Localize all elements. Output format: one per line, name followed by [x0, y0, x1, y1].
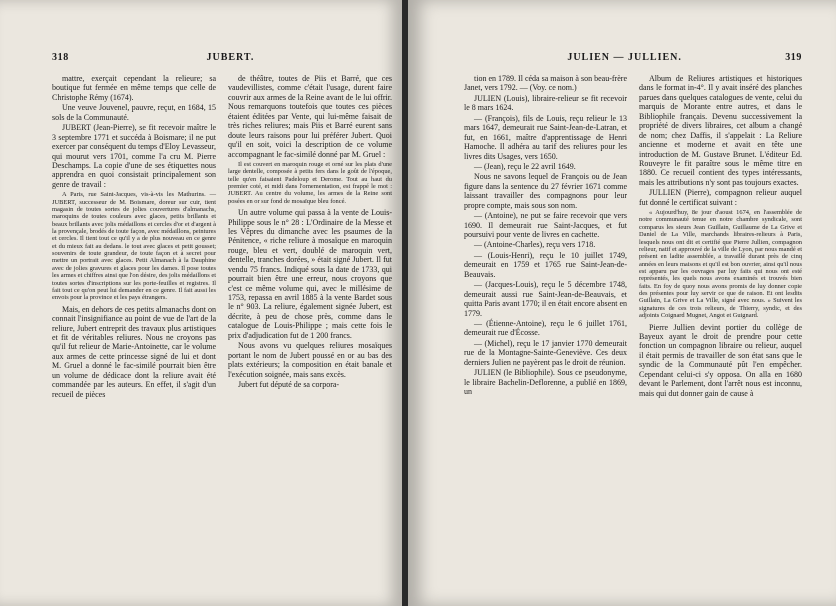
left-running-head	[52, 52, 392, 70]
paragraph: — (Louis-Henri), reçu le 10 juillet 1749, demeurait en 1759 et 1765 rue Saint-Jean-de-Beauvais.	[464, 250, 627, 279]
quoted-paragraph: « Aujourd'huy, 8e jour d'aoust 1674, en l'assemblée de notre communauté tenue en notre chambre syndicale, sont comparus les sieurs Jean Guillain, Guillaume de La Grive et Daniel de La Ville, marchands libraires-relieurs à Paris, lesquels nous ont dit et certifié que Pierre Jullien, compagnon relieur, natif et approuvé de la ville de Lyon, par nous mandé et présent en ladite assemblée, a travaillé durant près de cinq années en leurs maisons et qu'il est bon ouvrier, ainsi qu'il nous est apparu par les ouvrages par luy faits qui nous ont esté représentés, les quels nous avons examinés et trouvés bien faits. En foy de quoy nous avons promis de luy donner copie des présentes pour luy servir ce que de raison. Et ont lesdits Guillain, La Grive et La Ville, signé avec nous. » Suivent les signatures de ces trois relieurs, de Thierry, syndic, et des adjoints Coignard Mugnet, Angot et Guignard.	[639, 209, 802, 320]
quoted-paragraph: A Paris, rue Saint-Jacques, vis-à-vis les Mathurins. — JUBERT, successeur de M. Boismare, doreur sur cuir, tient magasin de toutes sortes de jolies couvertures d'almanachs, maroquins de toutes couleurs avec glaces, petits brillants et beaux brillants avec jolis médaillons et cercles d'or et d'argent à la provençale, brodés de toute façon, avec médaillons, peintures et cercles. Il tient tout ce qu'il y a de plus nouveau en ce genre et du mieux fait au dedans. le tout avec glaces et petit gousset; souvenirs de toute grandeur, de toute façon et à secret pour mettre un portrait avec glaces. Petit Almanach à la Dauphine avec de jolies gravures et glaces pour les dames. Il pose toutes les armes et chiffres ainsi que l'on désire, des jolis médaillons et toutes sortes d'inscriptions sur les porte-feuilles et registres. Il fait tout ce qu'on peut lui demander en ce genre. Il fait aussi les envois pour la province et les pays étrangers.	[52, 191, 216, 302]
paragraph: JULLIEN (Pierre), compagnon relieur auquel fut donné le certificat suivant :	[639, 188, 802, 207]
paragraph: Jubert fut député de sa corpora-	[238, 379, 340, 389]
paragraph: JUBERT (Jean-Pierre), se fit recevoir maître le 3 septembre 1771 et succéda à Boismare; il ne put exercer par conséquent du temps d'Eloy Levasseur, qui mourut vers 1701, comme l'a cru M. Pierre Deschamps. La copie d'une de ses étiquettes nous apprendra en quoi consistait principalement son genre de travail :	[52, 123, 216, 189]
right-page-number: 319	[785, 52, 802, 63]
paragraph: JULIEN (le Bibliophile). Sous ce pseudonyme, le libraire Bachelin-Deflorenne, a publié en 1869, un	[464, 368, 627, 396]
paragraph: Pierre Jullien devint portier du collège de Bayeux ayant le droit de prendre pour cette fonction un compagnon libraire ou relieur, auquel il était permis de travailler de son état sans que le syndic de la Communauté pût l'en empêcher. Cependant celui-ci s'y opposa. On alla en 1680 devant le Parlement, dont l'arrêt nous est inconnu, mais qui dut donner gain de cause à	[639, 322, 802, 398]
paragraph: Mais, en dehors de ces petits almanachs dont on connait l'insignifiance au point de vue de l'art de la reliure, Jubert entreprit des travaux plus artistiques et fit de véritables reliures. Nous ne croyons pas qu'il fut relieur de Marie-Antoinette, car le volume aux armes de cette princesse signé de lui et dont M. Gruel a donné le fac-similé pourrait bien être un volume de dédicace dont la reliure avait été commandée par les auteurs. En effet, il s'agit d'un recueil de pièces	[52, 304, 216, 399]
paragraph: Nous avons vu quelques reliures mosaïques portant le nom de Jubert poussé en or au bas des plats extérieurs; la composition en était banale et l'exécution soignée, mais sans excès.	[228, 341, 392, 379]
paragraph: Une veuve Jouvenel, pauvre, reçut, en 1684, 15 sols de la Communauté.	[52, 103, 216, 122]
paragraph: mattre, exerçait cependant la relieure; sa boutique fut fermée en même temps que celle de Christophe Rémy (1674).	[52, 74, 216, 102]
paragraph: — (Jacques-Louis), reçu le 5 décembre 1748, demeurait aussi rue Saint-Jean-de-Beauvais, et quitta Paris avant 1770; il en était encore absent en 1779.	[464, 280, 627, 318]
paragraph: — (Michel), reçu le 17 janvier 1770 demeurait rue de la Montagne-Sainte-Geneviève. Ces deux derniers Julien ne payèrent pas le droit de réunion.	[464, 338, 627, 367]
paragraph: — (François), fils de Louis, reçu relieur le 13 mars 1647, demeurait rue Saint-Jean-de-Latran, et fut, en 1661, maître d'apprentissage de Henri Hamoche. Il adhéra au tarif des reliures pour les livres dits Usages, vers 1650.	[464, 113, 627, 161]
right-running-head	[464, 52, 802, 70]
right-column-1	[464, 74, 627, 399]
right-page	[408, 0, 836, 606]
paragraph: tion en 1789. Il céda sa maison à son beau-frère Janet, vers 1792. — (Voy. ce nom.)	[464, 74, 627, 93]
quoted-paragraph: Il est couvert en maroquin rouge et orné sur les plats d'une large dentelle, composée à petits fers dans le goût de l'époque, telle qu'en faisaient Padeloup et Derome. Tout au haut du premier coté, et midi dans l'ornementation, est frappé le mot : JUBERT. Au centre du volume, les armes de la Reine sont posées en or sur fond de mosaïque bleu foncé.	[228, 160, 392, 205]
right-column-2	[639, 74, 802, 399]
paragraph: — (Jean), reçu le 22 avril 1649.	[474, 161, 576, 171]
left-column-1	[52, 74, 216, 400]
paragraph: Un autre volume qui passa à la vente de Louis-Philippe sous le n° 28 : L'Ordinaire de la Messe et les Vêpres du dimanche avec les psaumes de la Pénitence, « riche reliure à mosaïque en maroquin rouge, bleu et vert, doublé de maroquin vert, dentelle, tranches dorées, » était signé Jubert. Il fut vendu 75 francs. Indiqué sous la date de 1733, qui pourrait bien être une erreur, nous croyons que c'est ce même volume qui, avec le millésime de 1753, repassa en avril 1885 à la vente Bardet sous le n° 903. La reliure, également signée Jubert, est décrite, à peu de chose près, comme dans le catalogue de Louis-Philippe ; mais cette fois le prix d'adjudication fut de 1 200 francs.	[228, 208, 392, 340]
left-page-number: 318	[52, 52, 69, 63]
right-running-title: JULIEN — JULLIEN.	[567, 52, 682, 63]
paragraph: JULIEN (Louis), libraire-relieur se fit recevoir le 8 mars 1624.	[464, 93, 627, 113]
paragraph: — (Étienne-Antoine), reçu le 6 juillet 1761, demeurait rue d'Écosse.	[464, 318, 627, 338]
paragraph: de théâtre, toutes de Piis et Barré, que ces vaudevillistes, comme c'était l'usage, durent faire couvrir aux armes de la Reine avant de le lui offrir. Nous remarquons toutefois que toutes ces pièces étaient éditées par Vente, qui lui-même faisait de très riches reliures; mais Piis et Barré eurent sans doute leurs raisons pour lui préférer Jubert. Quoi qu'il en soit, voici la description de ce volume accompagnant le fac-similé donné par M. Gruel :	[228, 74, 392, 159]
left-running-title: JUBERT.	[206, 52, 255, 63]
left-column-2	[228, 74, 392, 400]
left-page	[0, 0, 402, 606]
paragraph: — (Antoine-Charles), reçu vers 1718.	[474, 240, 596, 250]
paragraph: — (Antoine), ne put se faire recevoir que vers 1690. Il demeurait rue Saint-Jacques, et fut poursuivi pour vente de livres en cachette.	[464, 211, 627, 239]
paragraph: Nous ne savons lequel de François ou de Jean figure dans la sentence du 27 février 1671 comme laissant travailler des compagnons pour leur propre compte, mais sous son nom.	[464, 172, 627, 210]
paragraph: Album de Reliures artistiques et historiques dans le format in-4°. Il y avait inséré des planches parues dans quelques catalogues de vente, celui du marquis de Morante entre autres, et dans le Bibliophile français. Devenu successivement la propriété de divers libraires, cet album a changé de nom; chez Daffis, il s'appelait : La Reliure ancienne et moderne et avait en tête une introduction de M. Gustave Brunet. L'éditeur Ed. Rouveyre le fit paraître sous le même titre en 1880. Ce recueil contient des types intéressants, mais les attributions n'y sont pas toujours exactes.	[639, 74, 802, 187]
